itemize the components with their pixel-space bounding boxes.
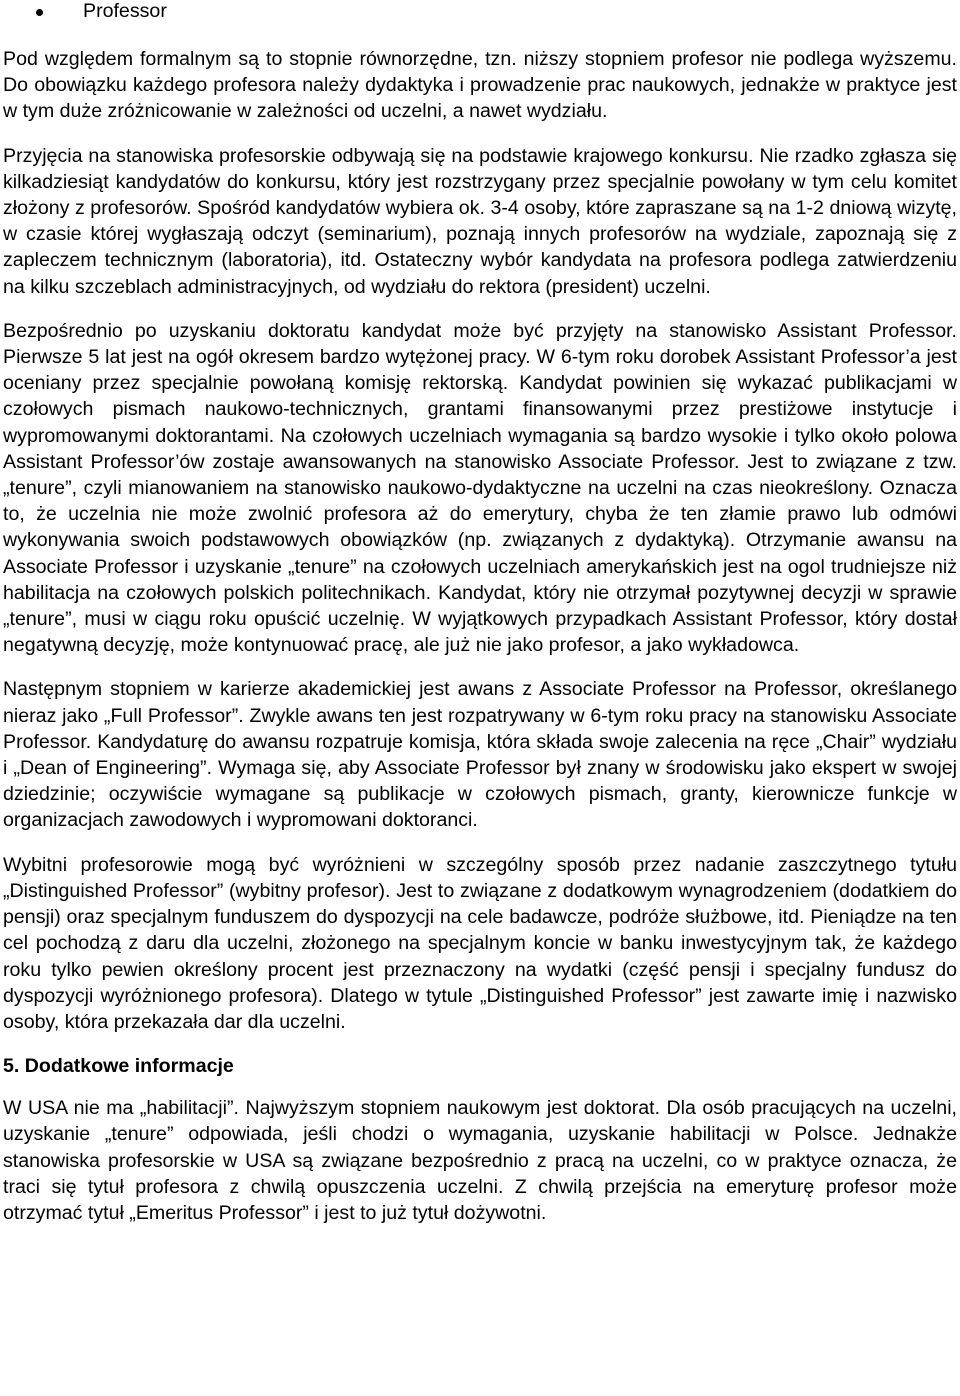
bullet-label: Professor <box>83 0 167 22</box>
section-heading-additional-info: 5. Dodatkowe informacje <box>3 1055 234 1078</box>
paragraph-habilitation: W USA nie ma „habilitacji”. Najwyższym stopniem naukowym jest doktorat. Dla osób pracujących na uczelni, uzyskanie „tenure” odpowiada, jeśli chodzi o wymagania, uzyskanie habilitacji w Polsce. Jednakże stanowiska profesorskie w USA są związane bezpośrednio z pracą na uczelni, co w praktyce oznacza, że traci się tytuł profesora z chwilą opuszczenia uczelni. Z chwilą przejścia na emeryturę profesor może otrzymać tytuł „Emeritus Professor” i jest to już tytuł dożywotni. <box>3 1097 957 1224</box>
paragraph-formal-equivalence: Pod względem formalnym są to stopnie równorzędne, tzn. niższy stopniem profesor nie podlega wyższemu. Do obowiązku każdego profesora należy dydaktyka i prowadzenie prac naukowych, jednakże w praktyce jest w tym duże zróżnicowanie w zależności od uczelni, a nawet wydziału. <box>3 48 957 123</box>
document-page <box>3 0 957 1226</box>
paragraph-full-professor: Następnym stopniem w karierze akademickiej jest awans z Associate Professor na Professor, określanego nieraz jako „Full Professor”. Zwykle awans ten jest rozpatrywany w 6-tym roku pracy na stanowisku Associate Professor. Kandydaturę do awansu rozpatruje komisja, która składa swoje zalecenia na ręce „Chair” wydziału i „Dean of Engineering”. Wymaga się, aby Associate Professor był znany w środowisku jako ekspert w swojej dziedzinie; oczywiście wymagane są publikacje w czołowych pismach, granty, kierownicze funkcje w organizacjach zawodowych i wypromowani doktoranci. <box>3 678 957 832</box>
bullet-dot-icon <box>36 9 43 16</box>
paragraph-recruitment: Przyjęcia na stanowiska profesorskie odbywają się na podstawie krajowego konkursu. Nie rzadko zgłasza się kilkadziesiąt kandydatów do konkursu, który jest rozstrzygany przez specjalnie powołany w tym celu komitet złożony z profesorów. Spośród kandydatów wybiera ok. 3-4 osoby, które zapraszane są na 1-2 dniową wizytę, w czasie której wygłaszają odczyt (seminarium), poznają innych profesorów na wydziale, zapoznają się z zapleczem technicznym (laboratoria), itd. Ostateczny wybór kandydata na profesora podlega zatwierdzeniu na kilku szczeblach administracyjnych, od wydziału do rektora (president) uczelni. <box>3 144 957 298</box>
paragraph-assistant-professor: Bezpośrednio po uzyskaniu doktoratu kandydat może być przyjęty na stanowisko Assistant Professor. Pierwsze 5 lat jest na ogół okresem bardzo wytężonej pracy. W 6-tym roku dorobek Assistant Professor’a jest oceniany przez specjalnie powołaną komisję rektorską. Kandydat powinien się wykazać publikacjami w czołowych pismach naukowo-technicznych, grantami finansowanymi przez prestiżowe instytucje i wypromowanymi doktorantami. Na czołowych uczelniach wymagania są bardzo wysokie i tylko około polowa Assistant Professor’ów zostaje awansowanych na stanowisko Associate Professor. Jest to związane z tzw. „tenure”, czyli mianowaniem na stanowisko naukowo-dydaktyczne na uczelni na czas nieokreślony. Oznacza to, że uczelnia nie może zwolnić profesora aż do emerytury, chyba że ten złamie prawo lub odmówi wykonywania swoich podstawowych obowiązków (np. związanych z dydaktyką). Otrzymanie awansu na Associate Professor i uzyskanie „tenure” na czołowych uczelniach amerykańskich jest na ogol trudniejsze niż habilitacja na czołowych polskich politechnikach. Kandydat, który nie otrzymał pozytywnej decyzji w sprawie „tenure”, musi w ciągu roku opuścić uczelnię. W wyjątkowych przypadkach Assistant Professor, który dostał negatywną decyzję, może kontynuować pracę, ale już nie jako profesor, a jako wykładowca. <box>3 319 957 657</box>
paragraph-distinguished-professor: Wybitni profesorowie mogą być wyróżnieni w szczególny sposób przez nadanie zaszczytnego tytułu „Distinguished Professor” (wybitny profesor). Jest to związane z dodatkowym wynagrodzeniem (dodatkiem do pensji) oraz specjalnym funduszem do dyspozycji na cele badawcze, podróże służbowe, itd. Pieniądze na ten cel pochodzą z daru dla uczelni, złożonego na specjalnym koncie w banku inwestycyjnym tak, że każdego roku tylko pewien określony procent jest przeznaczony na wydatki (część pensji i specjalny fundusz do dyspozycji wyróżnionego profesora). Dlatego w tytule „Distinguished Professor” jest zawarte imię i nazwisko osoby, która przekazała dar dla uczelni. <box>3 853 957 1033</box>
bullet-item-professor <box>3 0 957 22</box>
